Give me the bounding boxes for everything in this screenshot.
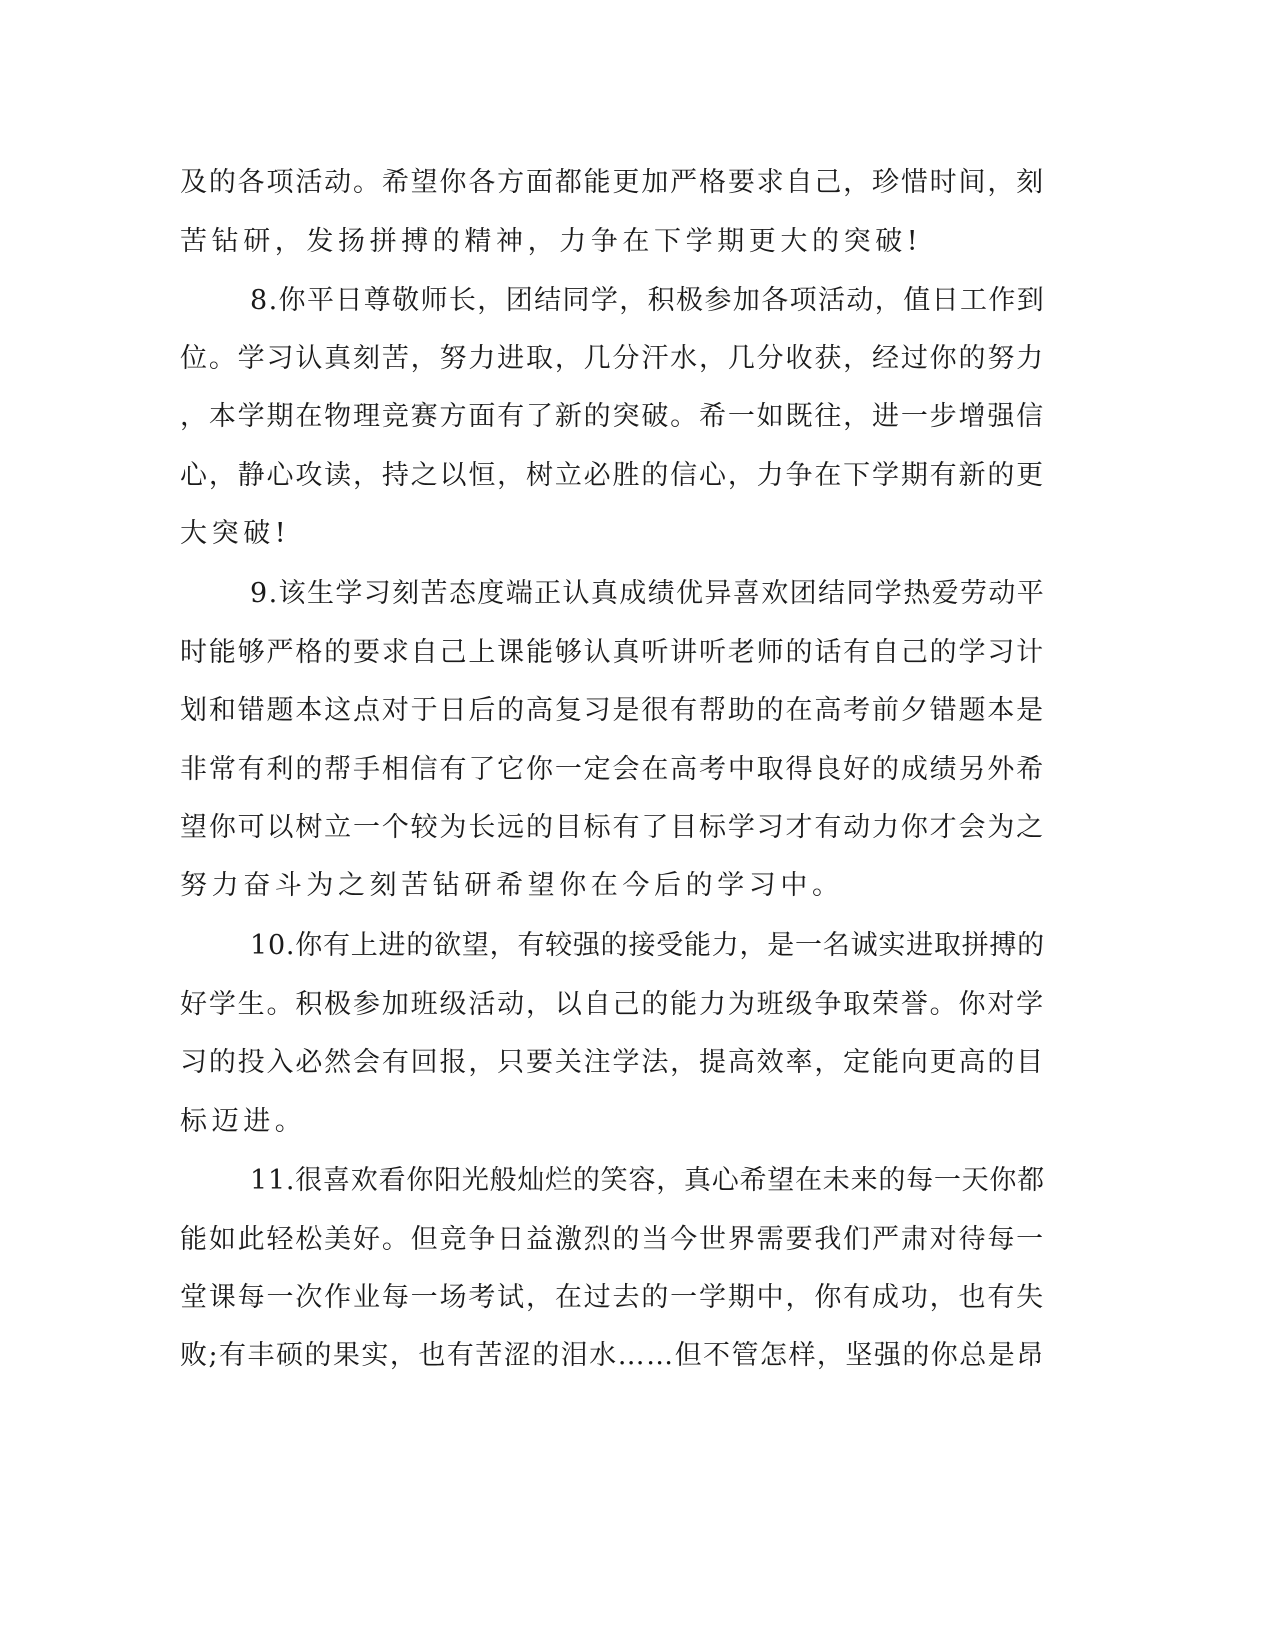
text-line: 努力奋斗为之刻苦钻研希望你在今后的学习中。 bbox=[180, 870, 844, 901]
text-line: 标迈进。 bbox=[180, 1106, 307, 1137]
text-line: 9.该生学习刻苦态度端正认真成绩优异喜欢团结同学热爱劳动平 bbox=[250, 578, 1046, 609]
text-line: 8.你平日尊敬师长，团结同学，积极参加各项活动，值日工作到 bbox=[250, 285, 1046, 316]
text-line: 11.很喜欢看你阳光般灿烂的笑容，真心希望在未来的每一天你都 bbox=[250, 1165, 1045, 1196]
text-line: ，本学期在物理竞赛方面有了新的突破。希一如既往，进一步增强信 bbox=[180, 401, 1045, 432]
text-line: 能如此轻松美好。但竞争日益激烈的当今世界需要我们严肃对待每一 bbox=[180, 1224, 1045, 1255]
text-line: 时能够严格的要求自己上课能够认真听讲听老师的话有自己的学习计 bbox=[180, 637, 1045, 668]
text-line: 10.你有上进的欲望，有较强的接受能力，是一名诚实进取拼搏的 bbox=[250, 930, 1045, 961]
text-line: 好学生。积极参加班级活动，以自己的能力为班级争取荣誉。你对学 bbox=[180, 989, 1045, 1020]
text-line: 苦钻研，发扬拼搏的精神，力争在下学期更大的突破! bbox=[180, 226, 923, 257]
text-line: 划和错题本这点对于日后的高复习是很有帮助的在高考前夕错题本是 bbox=[180, 695, 1045, 726]
text-line: 位。学习认真刻苦，努力进取，几分汗水，几分收获，经过你的努力 bbox=[180, 343, 1045, 374]
text-line: 败;有丰硕的果实，也有苦涩的泪水……但不管怎样，坚强的你总是昂 bbox=[180, 1340, 1045, 1371]
text-line: 堂课每一次作业每一场考试，在过去的一学期中，你有成功，也有失 bbox=[180, 1282, 1045, 1313]
text-line: 及的各项活动。希望你各方面都能更加严格要求自己，珍惜时间，刻 bbox=[180, 167, 1045, 198]
text-line: 心，静心攻读，持之以恒，树立必胜的信心，力争在下学期有新的更 bbox=[180, 460, 1045, 491]
text-line: 习的投入必然会有回报，只要关注学法，提高效率，定能向更高的目 bbox=[180, 1047, 1045, 1078]
text-line: 非常有利的帮手相信有了它你一定会在高考中取得良好的成绩另外希 bbox=[180, 754, 1045, 785]
text-line: 大突破! bbox=[180, 518, 291, 549]
text-line: 望你可以树立一个较为长远的目标有了目标学习才有动力你才会为之 bbox=[180, 812, 1045, 843]
